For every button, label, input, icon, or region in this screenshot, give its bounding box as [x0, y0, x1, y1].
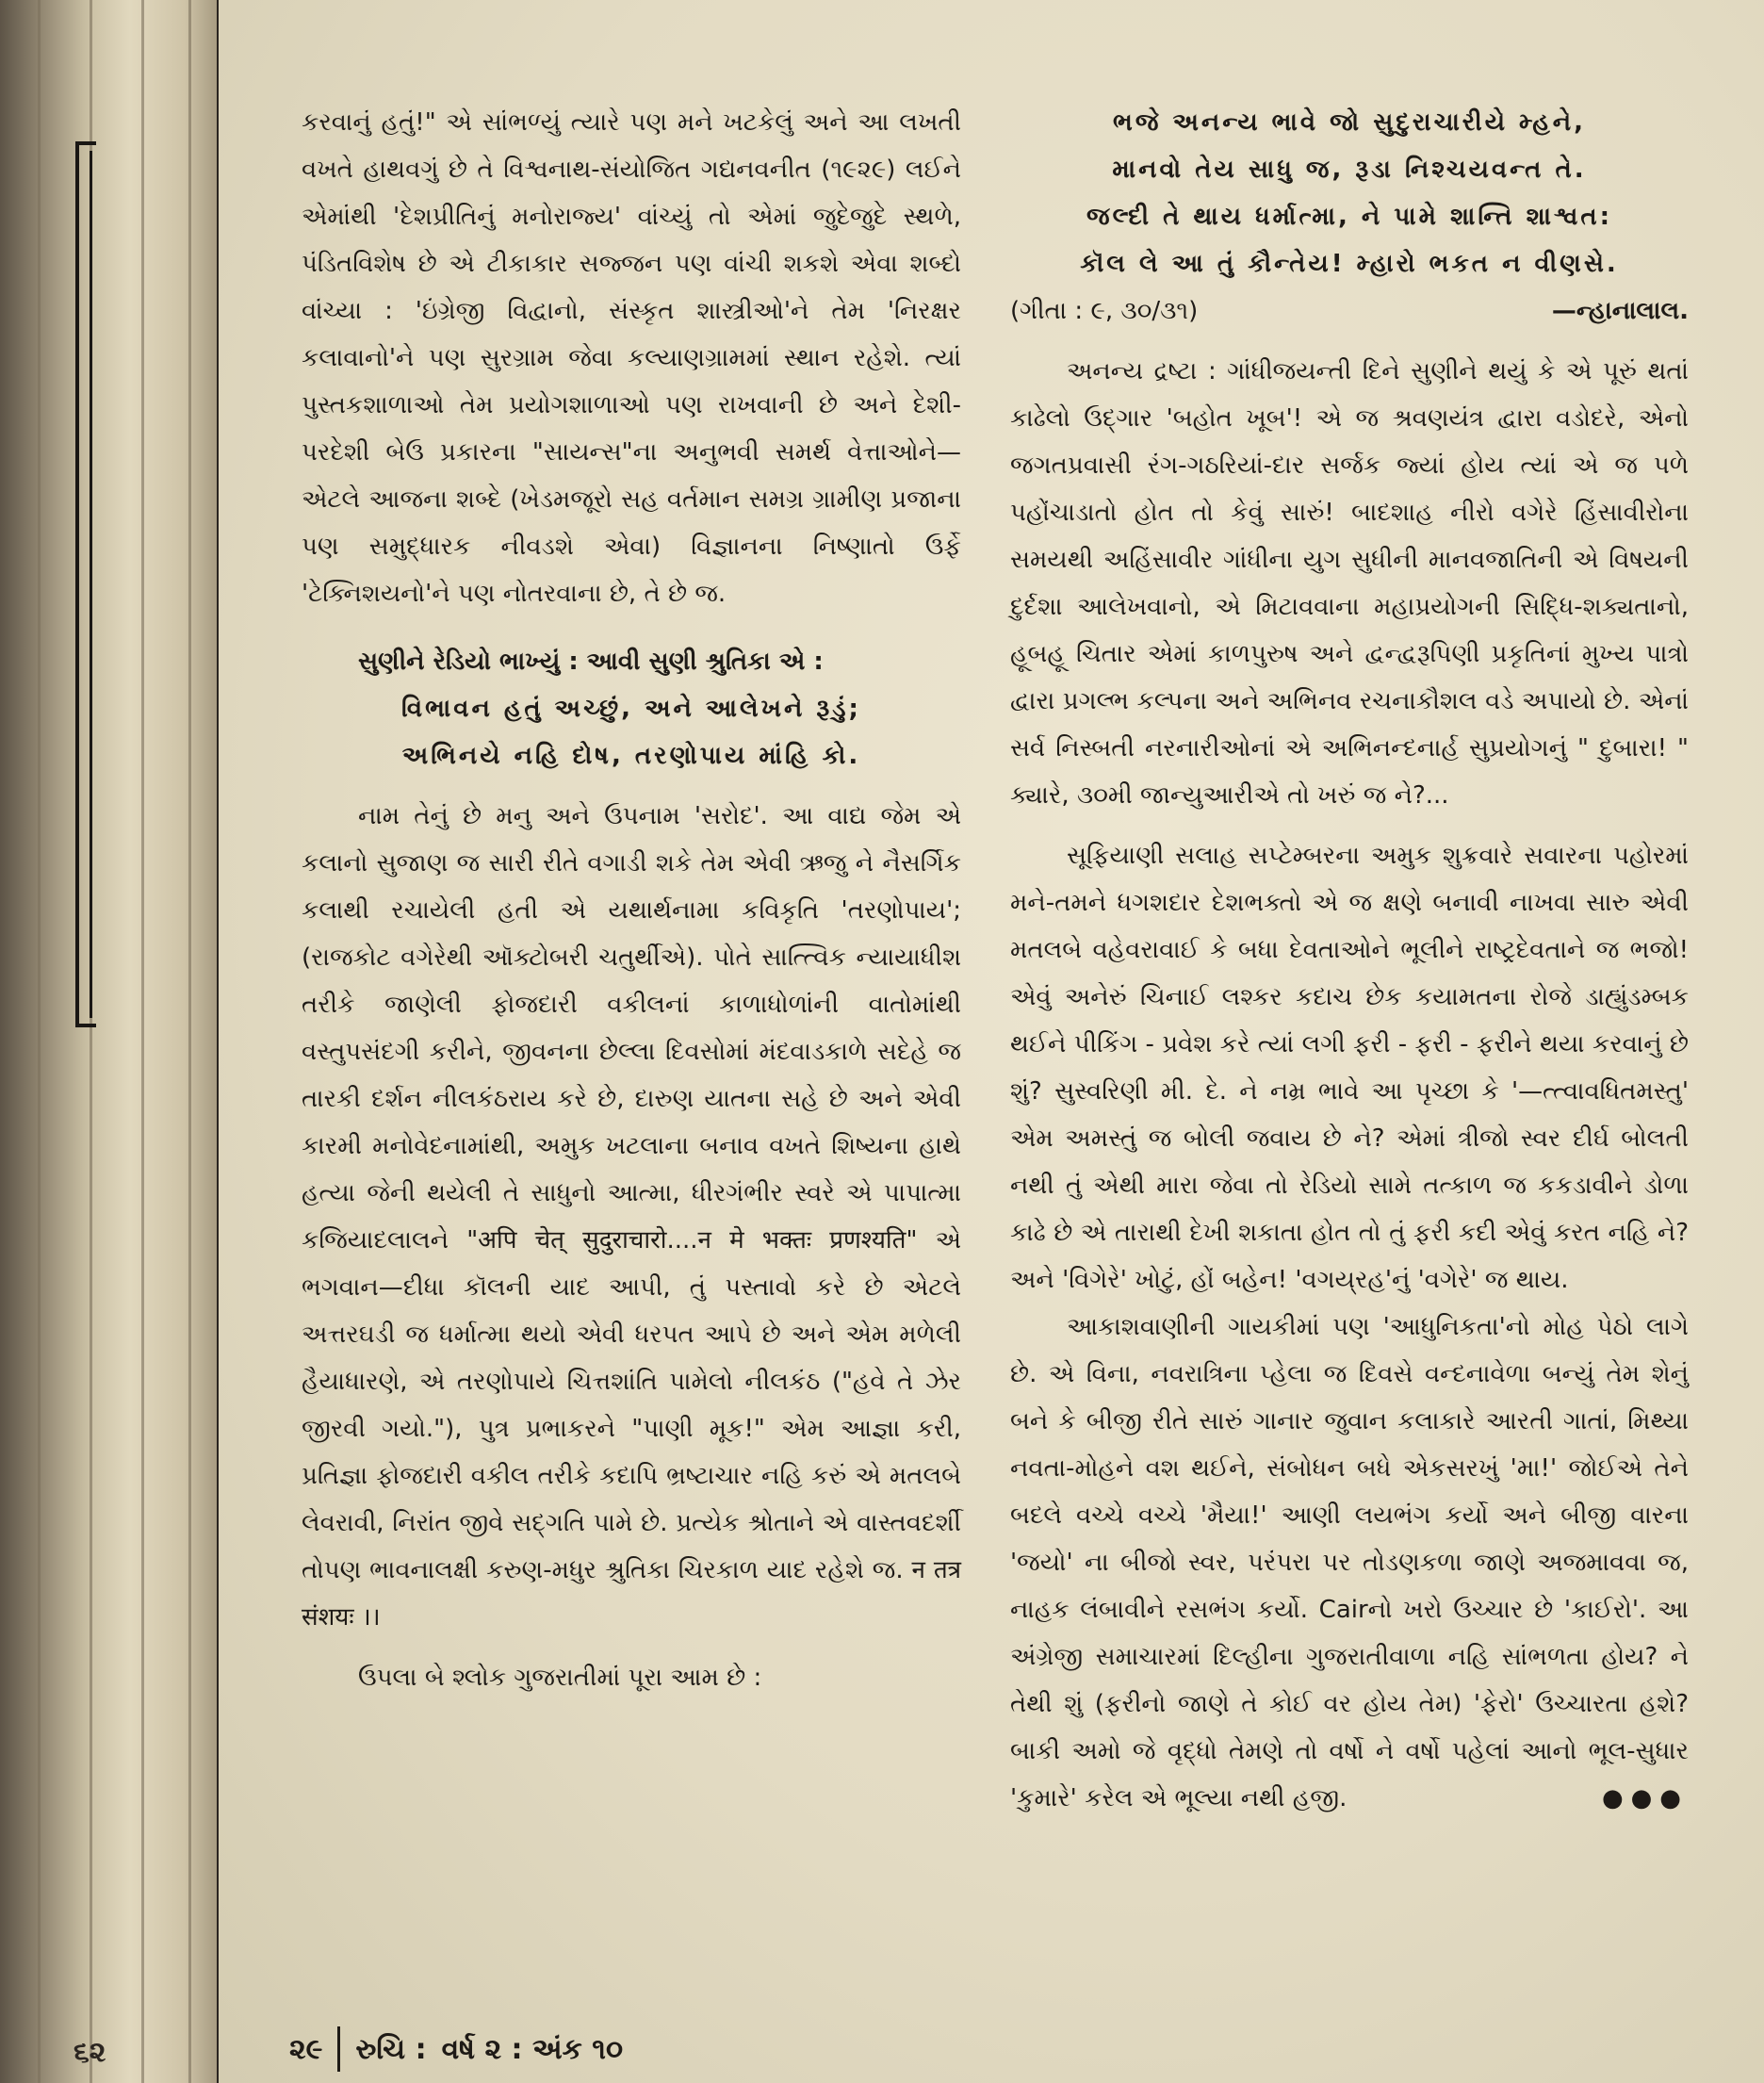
left-column — [302, 99, 961, 1701]
end-marker: ●●● — [1601, 1784, 1689, 1812]
paragraph: અનન્ય દ્રષ્ટા : ગાંધીજયન્તી દિને સુણીને થયું કે એ પૂરું થતાં કાઢેલો ઉદ્‌ગાર 'બહોત ખૂબ'! એ જ શ્રવણયંત્ર દ્વારા વડોદરે, એનો જગતપ્રવાસી રંગ-ગઠરિયાં-દાર સર્જક જ્યાં હોય ત્યાં એ જ પળે પહોંચાડાતો હોત તો કેવું સારું! બાદશાહ નીરો વગેરે હિંસાવીરોના સમયથી અહિંસાવીર ગાંધીના યુગ સુધીની માનવજાતિની એ વિષયની દુર્દશા આલેખવાનો, એ મિટાવવાના મહાપ્રયોગની સિદ્ધિ-શક્યતાનો, હૂબહૂ ચિતાર એમાં કાળપુરુષ અને દ્વન્દ્વરૂપિણી પ્રકૃતિનાં મુખ્ય પાત્રો દ્વારા પ્રગલ્ભ કલ્પના અને અભિનવ રચનાકૌશલ વડે અપાયો છે. એનાં સર્વ નિસ્બતી નરનારીઓનાં એ અભિનન્દનાર્હ સુપ્રયોગનું " દુબારા! " ક્યારે, ૩૦મી જાન્યુઆરીએ તો ખરું જ ને?... — [1010, 357, 1689, 810]
edge-page-number: ૬૨ — [74, 2036, 106, 2069]
verse-line: વિભાવન હતું અચ્છું, અને આલેખને રૂડું; — [401, 695, 861, 723]
verse-attribution: —ન્હાનાલાલ. — [1551, 297, 1689, 325]
paragraph: સૂફિયાણી સલાહ સપ્ટેમ્બરના અમુક શુક્રવારે સવારના પહોરમાં મને-તમને ધગશદાર દેશભક્તો એ જ ક્ષણે બનાવી નાખવા સારુ એવી મતલબે વહેવરાવાઈ કે બધા દેવતાઓને ભૂલીને રાષ્ટ્રદેવતાને જ ભજો! એવું અનેરું ચિનાઈ લશ્કર કદાચ છેક કયામતના રોજે ડાહ્યુંડમ્બક થઈને પીકિંગ - પ્રવેશ કરે ત્યાં લગી ફરી - ફરી - ફરીને થયા કરવાનું છે શું? સુસ્વરિણી મી. દે. ને નમ્ર ભાવે આ પૃચ્છા કે '—ત્ત્વાવધિતમસ્તુ' એમ અમસ્તું જ બોલી જવાય છે ને? એમાં ત્રીજો સ્વર દીર્ઘ બોલતી નથી તું એથી મારા જેવા તો રેડિયો સામે તત્કાળ જ કકડાવીને ડોળા કાઢે છે એ તારાથી દેખી શકાતા હોત તો તું ફરી કદી એવું કરત નહિ ને? અને 'વિગેરે' ખોટું, હોં બહેન! 'વગય્‌રહ'નું 'વગેરે' જ થાય. — [1010, 842, 1689, 1294]
page-edge-line — [141, 0, 144, 2083]
verse-line: ભજે અનન્ય ભાવે જો સુદુરાચારીયે મ્હને, — [1113, 108, 1586, 137]
verse-reference — [1010, 287, 1689, 335]
magazine-name: રુચિ : — [355, 2032, 427, 2066]
paragraph: કરવાનું હતું!" એ સાંભળ્યું ત્યારે પણ મને ખટકેલું અને આ લખતી વખતે હાથવગું છે તે વિશ્વનાથ-સંયોજિત ગદ્યનવનીત (૧૯૨૯) લઈને એમાંથી 'દેશપ્રીતિનું મનોરાજ્ય' વાંચ્યું તો એમાં જુદેજુદે સ્થળે, પંડિતવિશેષ છે એ ટીકાકાર સજ્જન પણ વાંચી શકશે એવા શબ્દો વાંચ્યા : 'ઇંગ્રેજી વિદ્વાનો, સંસ્કૃત શાસ્ત્રીઓ'ને તેમ 'નિરક્ષર કલાવાનો'ને પણ સુરગ્રામ જેવા કલ્યાણગ્રામમાં સ્થાન રહેશે. ત્યાં પુસ્તકશાળાઓ તેમ પ્રયોગશાળાઓ પણ રાખવાની છે અને દેશી-પરદેશી બેઉ પ્રકારના "સાયન્સ"ના અનુભવી સમર્થ વેત્તાઓને—એટલે આજના શબ્દે (ખેડમજૂરો સહ વર્તમાન સમગ્ર ગ્રામીણ પ્રજાના પણ સમુદ્ધારક નીવડશે એવા) વિજ્ઞાનના નિષ્ણાતો ઉર્ફે 'ટેક્નિશયનો'ને પણ નોતરવાના છે, તે છે જ. — [302, 108, 961, 608]
magazine-page — [219, 0, 1764, 2083]
right-column — [1010, 99, 1689, 1822]
gita-reference: (ગીતા : ૯, ૩૦/૩૧) — [1010, 297, 1199, 325]
verse-line: માનવો તેય સાધુ જ, રૂડા નિશ્ચયવન્ત તે. — [1112, 156, 1587, 184]
paragraph: નામ તેનું છે મનુ અને ઉપનામ 'સરોદ'. આ વાદ્ય જેમ એ કલાનો સુજાણ જ સારી રીતે વગાડી શકે તેમ એવી ઋજુ ને નૈસર્ગિક કલાથી રચાયેલી હતી એ યથાર્થનામા કવિકૃતિ 'તરણોપાય'; (રાજકોટ વગેરેથી ઑક્ટોબરી ચતુર્થીએ). પોતે સાત્ત્વિક ન્યાયાધીશ તરીકે જાણેલી ફોજદારી વકીલનાં કાળાધોળાંની વાતોમાંથી વસ્તુપસંદગી કરીને, જીવનના છેલ્લા દિવસોમાં મંદવાડકાળે સદેહે જ તારકી દર્શન નીલકંઠરાય કરે છે, દારુણ યાતના સહે છે અને એવી કારમી મનોવેદનામાંથી, અમુક ખટલાના બનાવ વખતે શિષ્યના હાથે હત્યા જેની થયેલી તે સાધુનો આત્મા, ધીરગંભીર સ્વરે એ પાપાત્મા કજિયાદલાલને "अपि चेत् सुदुराचारो....न मे भक्तः प्रणश्यति" એ ભગવાન—દીધા કૉલની યાદ આપી, તું પસ્તાવો કરે છે એટલે અત્તરઘડી જ ધર્માત્મા થયો એવી ધરપત આપે છે અને એમ મળેલી હૈયાધારણે, એ તરણોપાયે ચિત્તશાંતિ પામેલો નીલકંઠ ("હવે તે ઝેર જીરવી ગયો."), પુત્ર પ્રભાકરને "પાણી મૂક!" એમ આજ્ઞા કરી, પ્રતિજ્ઞા ફોજદારી વકીલ તરીકે કદાપિ ભ્રષ્ટાચાર નહિ કરું એ મતલબે લેવરાવી, નિરાંત જીવે સદ્‌ગતિ પામે છે. પ્રત્યેક શ્રોતાને એ વાસ્તવદર્શી તોપણ ભાવનાલક્ષી કરુણ-મધુર શ્રુતિકા ચિરકાળ યાદ રહેશે જ. न तत्र संशयः ।। — [302, 802, 961, 1632]
page-footer — [289, 2026, 623, 2072]
radio-heading: સુણીને રેડિયો ભાખ્યું : આવી સુણી શ્રુતિકા એ : — [358, 648, 824, 676]
page-edge-line — [188, 0, 191, 2083]
paragraph-text: આકાશવાણીની ગાયકીમાં પણ 'આધુનિકતા'નો મોહ પેઠો લાગે છે. એ વિના, નવરાત્રિના પ્હેલા જ દિવસે વન્દનાવેળા બન્યું તેમ શેનું બને કે બીજી રીતે સારું ગાનાર જુવાન કલાકારે આરતી ગાતાં, મિથ્યા નવતા-મોહને વશ થઈને, સંબોધન બધે એકસરખું 'મા!' જોઈએ તેને બદલે વચ્ચે વચ્ચે 'મૈયા!' આણી લયભંગ કર્યો અને બીજી વારના 'જયો' ના બીજો સ્વર, પરંપરા પર તોડણકળા જાણે અજમાવવા જ, નાહક લંબાવીને રસભંગ કર્યો. Cairનો ખરો ઉચ્ચાર છે 'કાઈરો'. આ અંગ્રેજી સમાચારમાં દિલ્હીના ગુજરાતીવાળા નહિ સાંભળતા હોય? ને તેથી શું (ફરીનો જાણે તે કોઈ વર હોય તેમ) 'ફેરો' ઉચ્ચારતા હશે? બાકી અમો જે વૃદ્ધો તેમણે તો વર્ષો ને વર્ષો પહેલાં આનો ભૂલ-સુધાર 'કુમારે' કરેલ એ ભૂલ્યા નથી હજી. — [1010, 1313, 1689, 1812]
page-number: ૨૯ — [289, 2032, 323, 2066]
paragraph — [1010, 1304, 1689, 1822]
paragraph: ઉપલા બે શ્લોક ગુજરાતીમાં પૂરા આમ છે : — [358, 1664, 762, 1692]
page-edge-line — [38, 0, 41, 2083]
stacked-pages-edge — [0, 0, 217, 2083]
verse-line: અભિનયે નહિ દોષ, તરણોપાય માંહિ કો. — [401, 742, 861, 770]
verse-line: જલ્દી તે થાય ધર્માત્મા, ને પામે શાન્તિ શાશ્વત: — [1086, 203, 1613, 231]
footer-divider — [337, 2026, 340, 2072]
verse-line: કૉલ લે આ તું કૌન્તેય! મ્હારો ભકત ન વીણસે. — [1080, 250, 1619, 278]
issue-info: વર્ષ ૨ : અંક ૧૦ — [441, 2032, 624, 2066]
border-frame-fragment — [90, 151, 99, 1018]
